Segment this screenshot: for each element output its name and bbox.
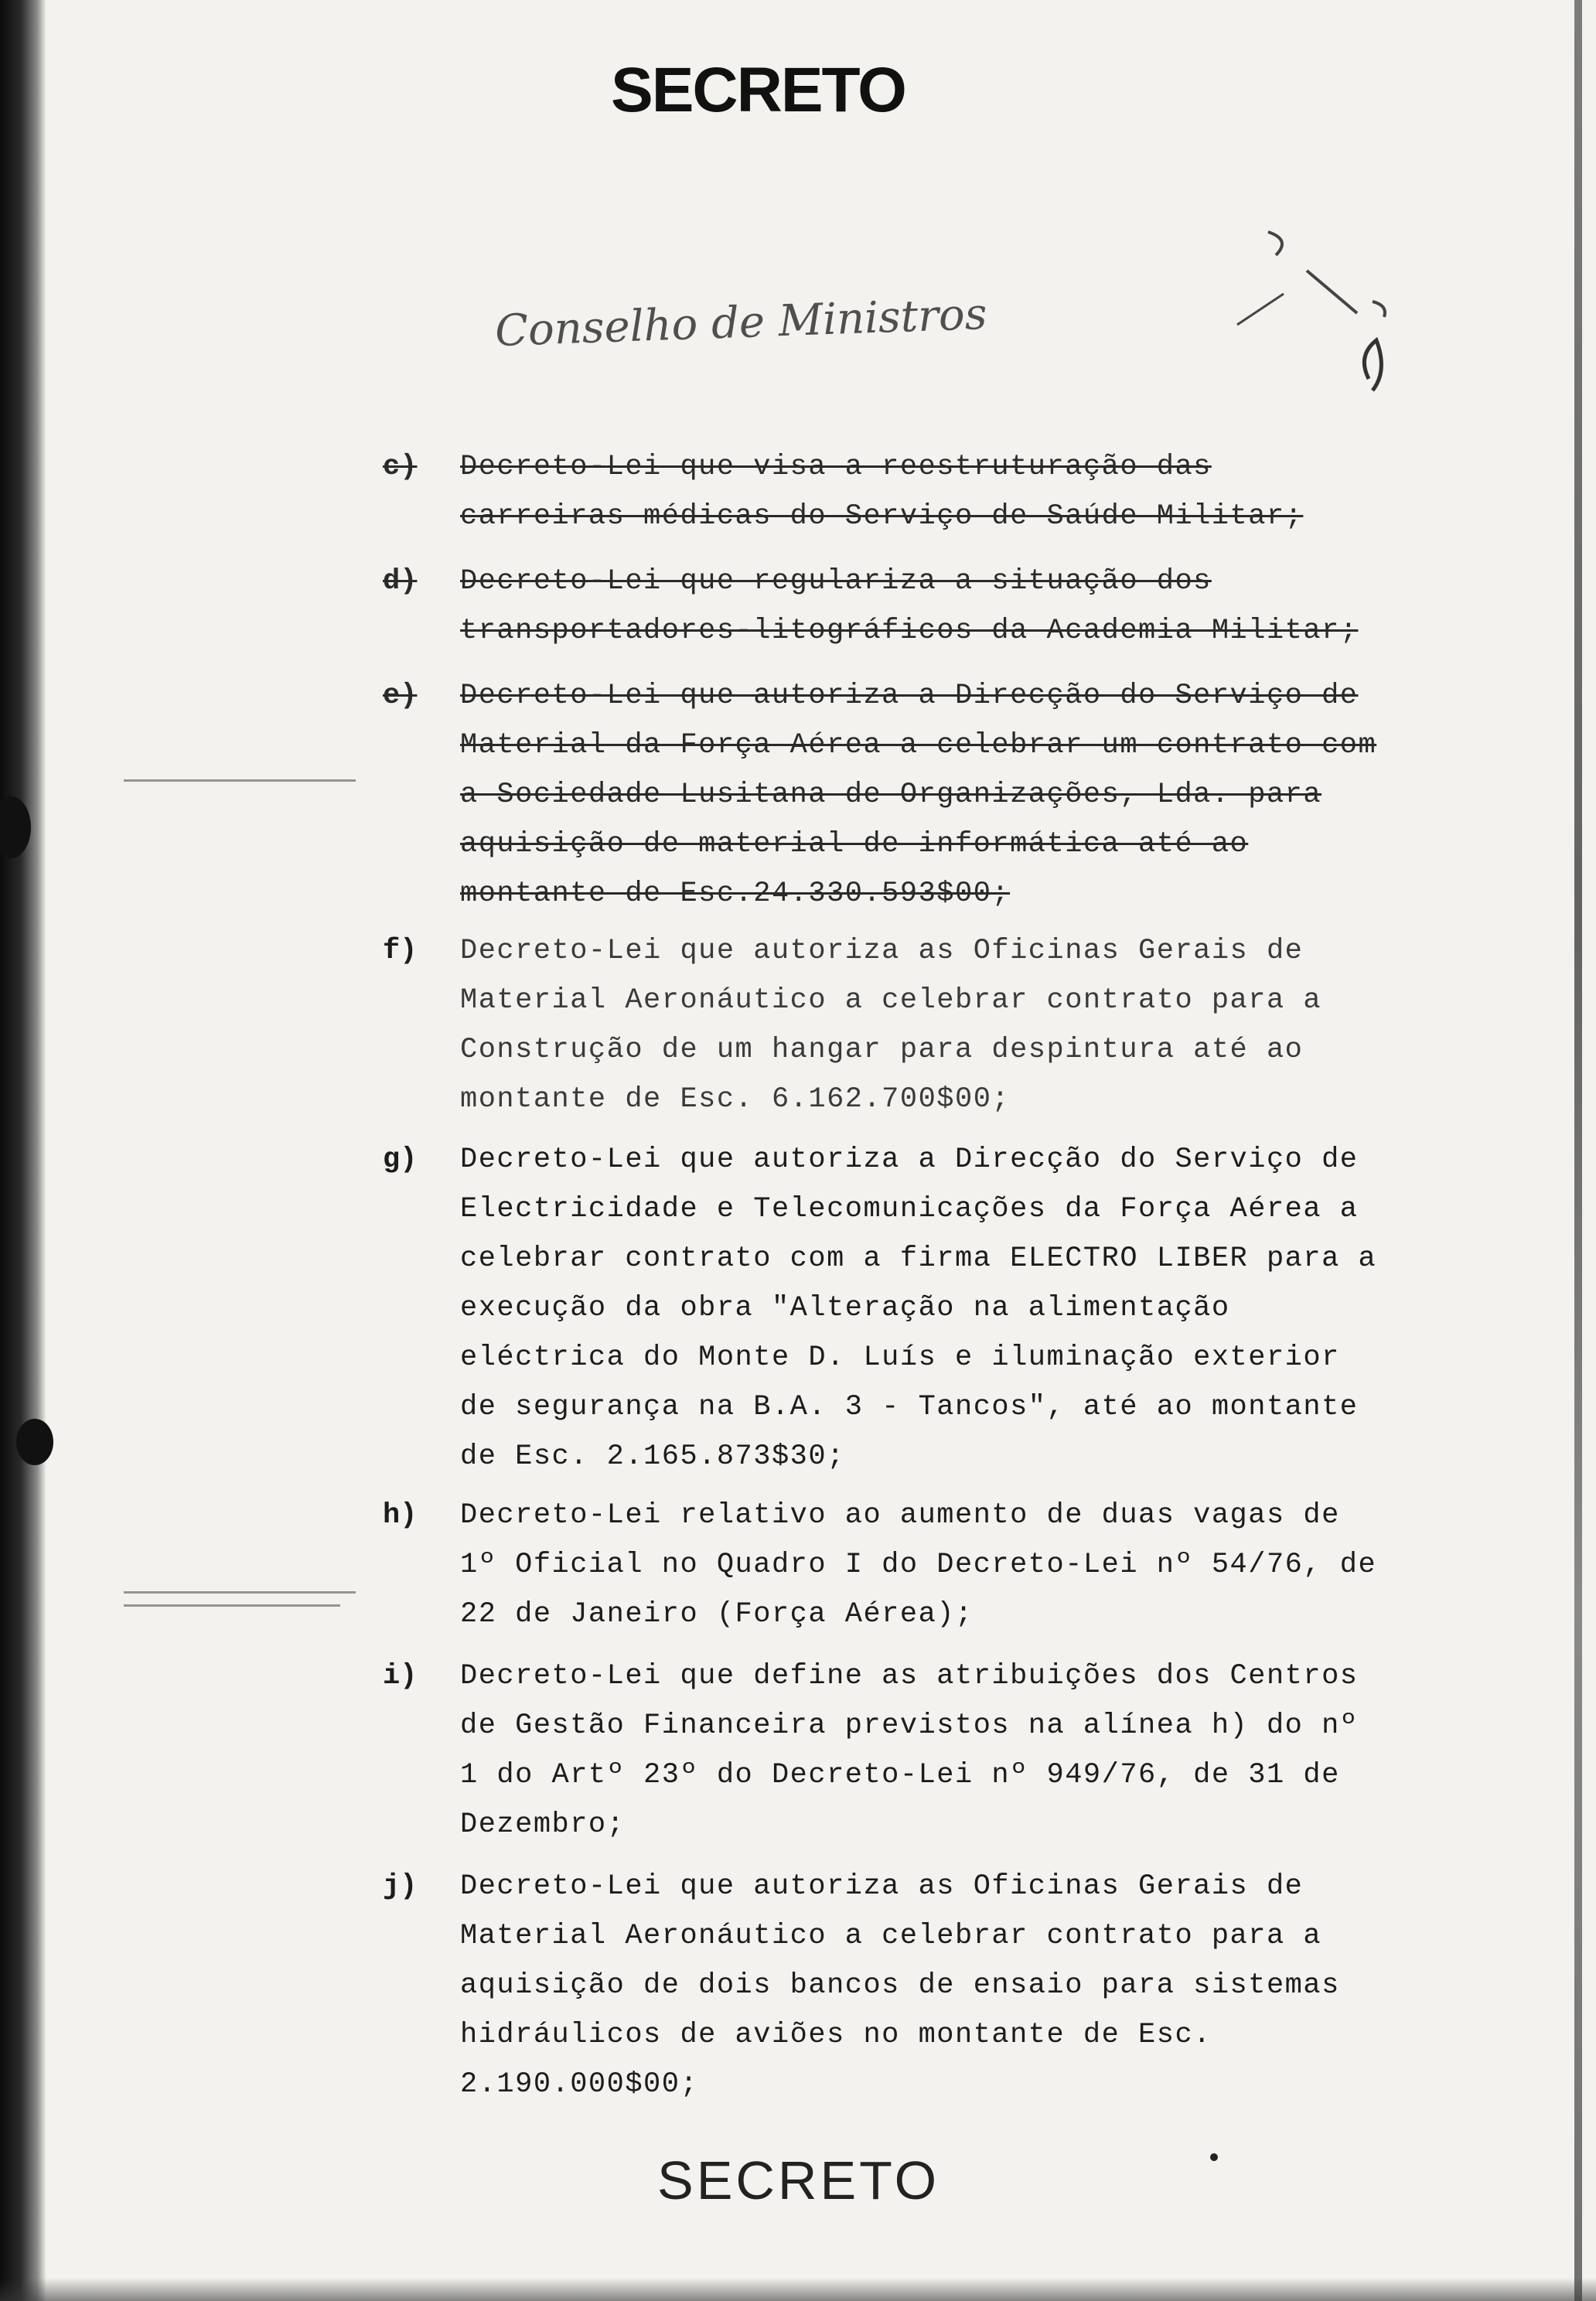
item-text: Decreto-Lei relativo ao aumento de duas vagas de 1º Oficial no Quadro I do Decreto-Lei nº 54/76, de 22 de Janeiro (Força Aérea); — [460, 1499, 1377, 1631]
item-text: Decreto-Lei que regulariza a situação dos transportadores-litográficos da Academia Militar; — [460, 565, 1359, 647]
item-letter: e) — [383, 680, 418, 712]
margin-dash — [124, 1591, 356, 1594]
item-text: Decreto-Lei que autoriza as Oficinas Gerais de Material Aeronáutico a celebrar contrato para a Construção de um hangar para despintura até ao montante de Esc. 6.162.700$00; — [460, 935, 1322, 1116]
item-letter: i) — [383, 1660, 418, 1693]
margin-dash — [124, 779, 356, 782]
signature-flourish — [1222, 224, 1423, 425]
item-letter: c) — [383, 451, 418, 483]
margin-dash — [124, 1604, 340, 1607]
item-text: Decreto-Lei que autoriza a Direcção do Serviço de Electricidade e Telecomunicações da Força Aérea a celebrar contrato com a firma ELECTRO LIBER para a execução da obra "Alteração na alimentação eléctrica do Monte D. Luís e iluminação exterior de segurança na B.A. 3 - Tancos", até ao montante de Esc. 2.165.873$30; — [460, 1144, 1377, 1473]
item-letter: j) — [383, 1870, 418, 1903]
item-letter: d) — [383, 565, 418, 598]
item-text: Decreto-Lei que autoriza as Oficinas Gerais de Material Aeronáutico a celebrar contrato para a aquisição de dois bancos de ensaio para sistemas hidráulicos de aviões no montante de Esc. 2.190.000$00; — [460, 1870, 1340, 2101]
handwritten-signature: Conselho de Ministros — [494, 288, 988, 357]
item-text: Decreto-Lei que autoriza a Direcção do Serviço de Material da Força Aérea a celebrar um contrato com a Sociedade Lusitana de Organizações, Lda. para aquisição de material de informática até ao montante de Esc.24.330.593$00; — [460, 680, 1377, 910]
item-letter: h) — [383, 1499, 418, 1532]
header-secret-stamp: SECRETO — [611, 55, 905, 125]
item-letter: g) — [383, 1144, 418, 1176]
item-text: Decreto-Lei que visa a reestruturação das carreiras médicas do Serviço de Saúde Militar; — [460, 451, 1304, 533]
footer-secret-stamp: SECRETO — [657, 2150, 940, 2211]
item-letter: f) — [383, 935, 418, 967]
item-text: Decreto-Lei que define as atribuições dos Centros de Gestão Financeira previstos na alínea h) do nº 1 do Artº 23º do Decreto-Lei nº 949/76, de 31 de Dezembro; — [460, 1660, 1359, 1841]
